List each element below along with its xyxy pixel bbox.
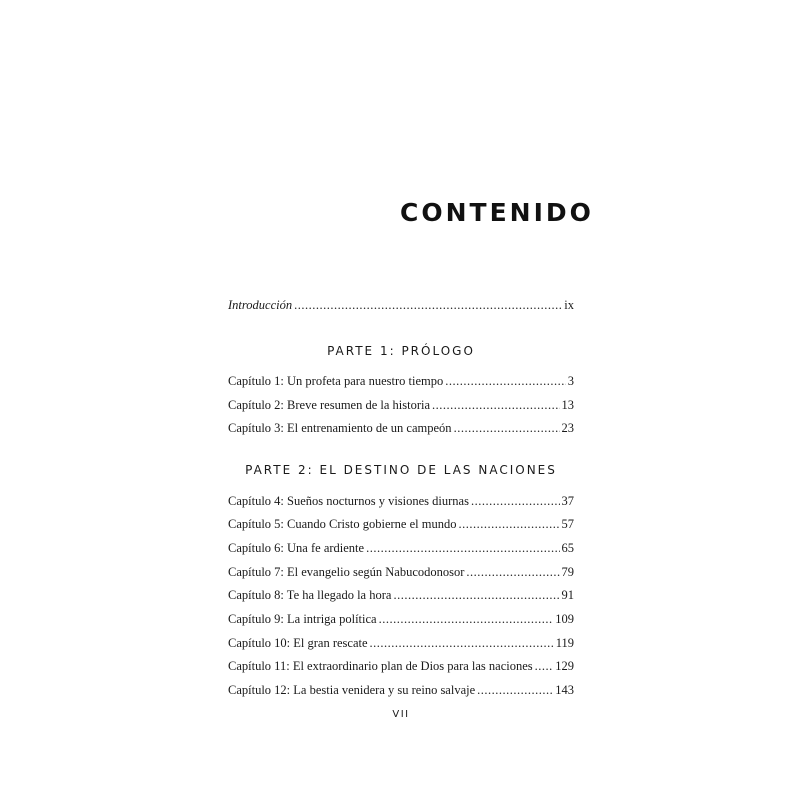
toc-entry-chapter-1: [228, 374, 574, 389]
toc-entry-chapter-6: [228, 541, 574, 556]
dot-leader: [432, 398, 559, 413]
toc-entry-chapter-5: [228, 517, 574, 532]
toc-entry-label: Capítulo 8: Te ha llegado la hora: [228, 588, 392, 602]
toc-entry-page: 129: [555, 659, 574, 673]
dot-leader: [370, 636, 554, 651]
toc-entry-introduccion: [228, 298, 574, 313]
part-heading-1: PARTE 1: PRÓLOGO: [327, 344, 475, 358]
toc-entry-page: ix: [564, 298, 574, 312]
toc-entry-page: 13: [561, 398, 574, 412]
dot-leader: [379, 612, 554, 627]
toc-entry-chapter-10: [228, 636, 574, 651]
page-number: VII: [392, 709, 410, 720]
toc-entry-page: 79: [561, 565, 574, 579]
toc-entry-chapter-11: [228, 659, 574, 674]
toc-entry-page: 3: [567, 374, 574, 388]
toc-entry-chapter-8: [228, 588, 574, 603]
toc-entry-label: Capítulo 11: El extraordinario plan de Dios para las naciones: [228, 659, 533, 673]
dot-leader: [535, 659, 554, 674]
toc-entry-page: 57: [561, 517, 574, 531]
toc-entry-label: Capítulo 7: El evangelio según Nabucodonosor: [228, 565, 465, 579]
toc-entry-chapter-12: [228, 683, 574, 698]
toc-entry-page: 119: [555, 636, 574, 650]
toc-entry-page: 37: [561, 494, 574, 508]
page-title: CONTENIDO: [400, 198, 594, 227]
dot-leader: [477, 683, 553, 698]
toc-entry-page: 109: [555, 612, 574, 626]
toc-entry-chapter-3: [228, 421, 574, 436]
toc-entry-label: Capítulo 5: Cuando Cristo gobierne el mundo: [228, 517, 457, 531]
toc-entry-label: Capítulo 9: La intriga política: [228, 612, 377, 626]
toc-entry-label: Capítulo 12: La bestia venidera y su reino salvaje: [228, 683, 476, 697]
dot-leader: [454, 421, 560, 436]
toc-entry-label: Capítulo 2: Breve resumen de la historia: [228, 398, 431, 412]
toc-entry-chapter-4: [228, 494, 574, 509]
toc-entry-label: Capítulo 1: Un profeta para nuestro tiempo: [228, 374, 444, 388]
toc-entry-page: 65: [561, 541, 574, 555]
toc-entry-chapter-7: [228, 565, 574, 580]
toc-entry-chapter-2: [228, 398, 574, 413]
toc-entry-label: Capítulo 4: Sueños nocturnos y visiones diurnas: [228, 494, 469, 508]
toc-entry-label: Capítulo 3: El entrenamiento de un campeón: [228, 421, 452, 435]
dot-leader: [445, 374, 566, 389]
toc-entry-label: Capítulo 6: Una fe ardiente: [228, 541, 365, 555]
toc-entry-label: Introducción: [228, 298, 293, 312]
dot-leader: [366, 541, 559, 556]
dot-leader: [393, 588, 559, 603]
dot-leader: [466, 565, 559, 580]
toc-entry-page: 91: [561, 588, 574, 602]
part-heading-2: PARTE 2: EL DESTINO DE LAS NACIONES: [245, 463, 557, 477]
dot-leader: [471, 494, 560, 509]
toc-entry-page: 143: [555, 683, 574, 697]
toc-entry-chapter-9: [228, 612, 574, 627]
toc-entry-page: 23: [561, 421, 574, 435]
dot-leader: [458, 517, 559, 532]
toc-entry-label: Capítulo 10: El gran rescate: [228, 636, 368, 650]
dot-leader: [294, 298, 562, 313]
